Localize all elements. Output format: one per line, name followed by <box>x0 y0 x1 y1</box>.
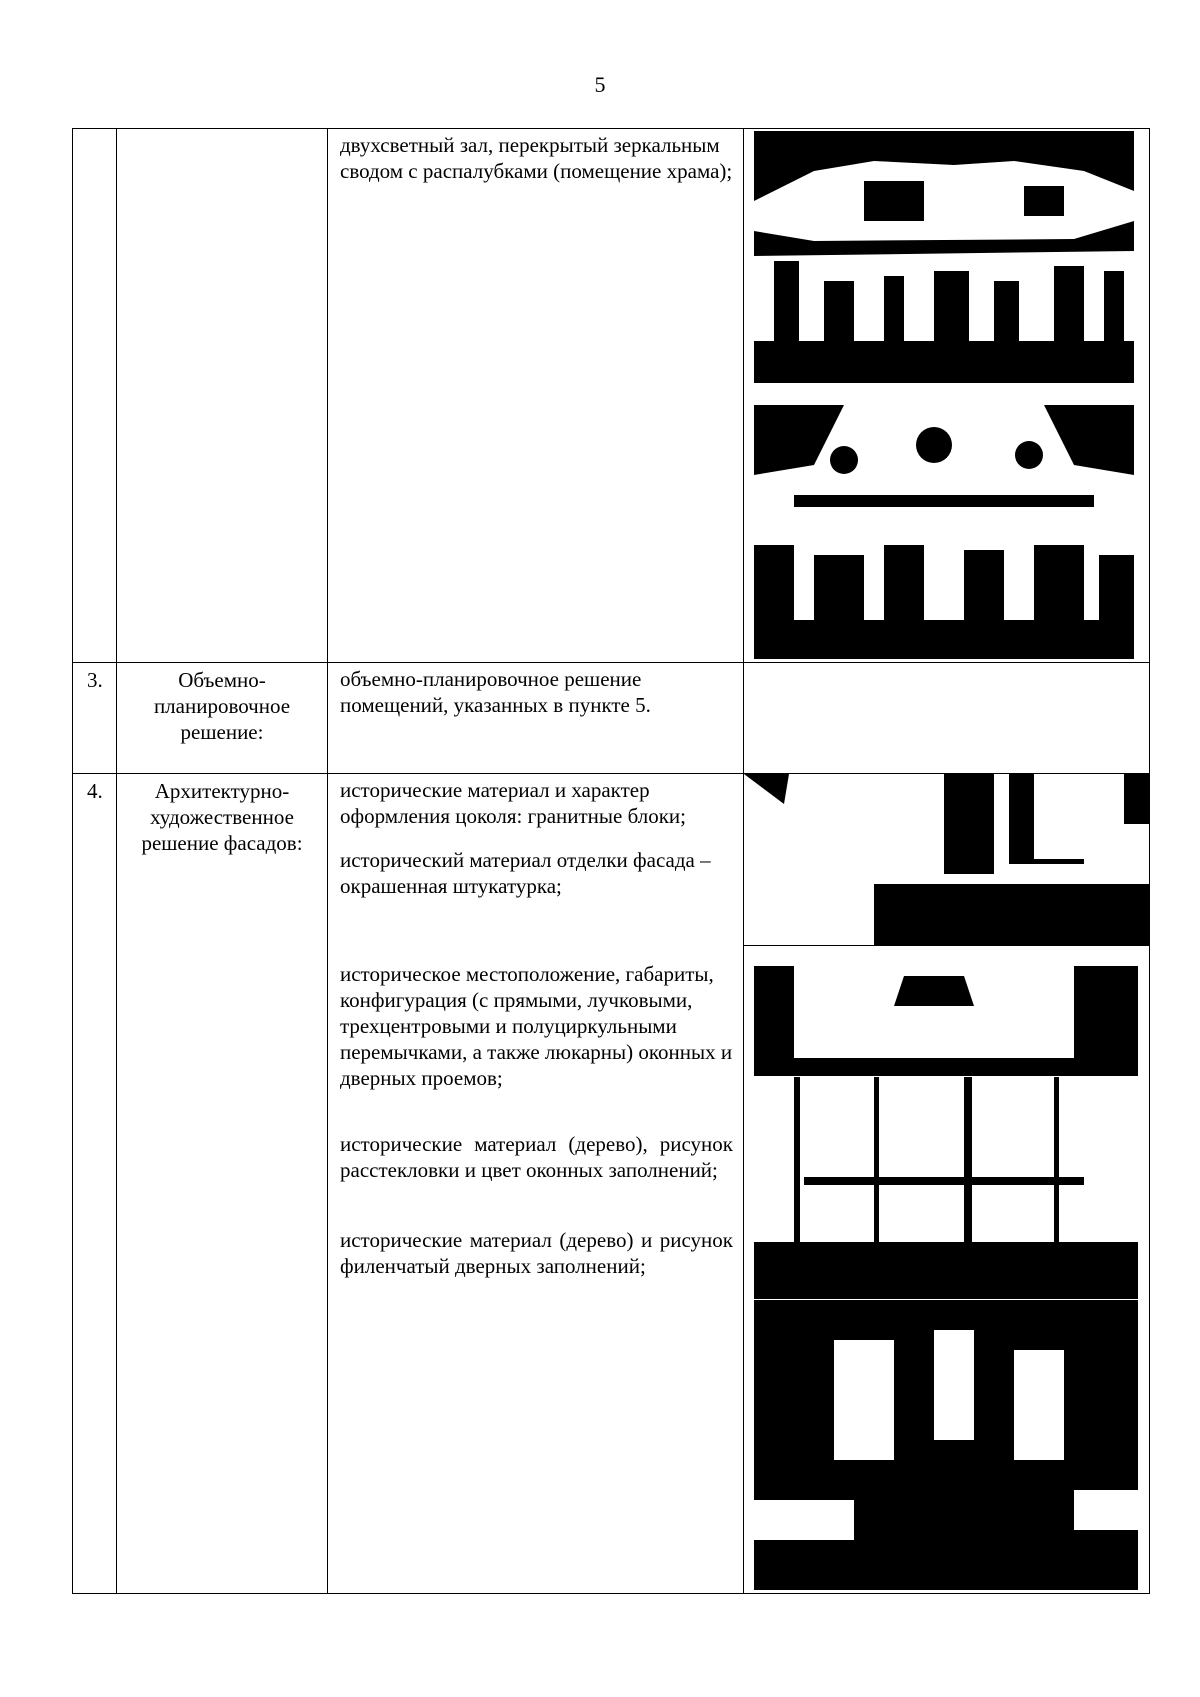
requirement-text: исторические материал (дерево) и рисунок филенчатый дверных заполнений; <box>340 1228 733 1278</box>
row-number: 4. <box>73 774 117 1594</box>
row-name: Объемно-планировочное решение: <box>117 663 328 774</box>
empty-photo-cell <box>744 663 1150 774</box>
requirement-text: исторические материал и характер оформления цоколя: гранитные блоки; <box>340 778 687 828</box>
row-number: 3. <box>73 663 117 774</box>
requirement-text: исторические материал (дерево), рисунок расстекловки и цвет оконных заполнений; <box>340 1132 733 1182</box>
church-interior-vault-photo <box>754 131 1134 383</box>
row-name: Архитектурно-художественное решение фасадов: <box>117 774 328 1594</box>
requirement-text: историческое местоположение, габариты, конфигурация (с прямыми, лучковыми, трехцентровыми и полуциркульными перемычками, а также люкарны) оконных и дверных проемов; <box>340 962 733 1090</box>
table-row <box>73 129 1150 663</box>
row-name <box>117 129 328 663</box>
table-row <box>73 774 1150 1594</box>
table-row <box>73 663 1150 774</box>
building-facade-trees-photo <box>754 1077 1138 1299</box>
requirement-text: объемно-планировочное решение помещений, указанных в пункте 5. <box>340 667 651 717</box>
granite-plinth-photo <box>744 774 1149 946</box>
building-entrance-photo <box>754 1300 1138 1590</box>
photo-cell <box>744 129 1150 663</box>
photo-cell <box>744 774 1150 1594</box>
church-interior-iconostasis-photo <box>754 405 1134 659</box>
requirement-text: двухсветный зал, перекрытый зеркальным сводом с распалубками (помещение храма); <box>340 133 733 183</box>
row-number <box>73 129 117 663</box>
page-number: 5 <box>594 72 606 97</box>
building-facade-photo <box>754 966 1138 1076</box>
requirement-text: исторический материал отделки фасада – окрашенная штукатурка; <box>340 848 711 898</box>
subject-of-protection-table <box>72 128 1150 1594</box>
